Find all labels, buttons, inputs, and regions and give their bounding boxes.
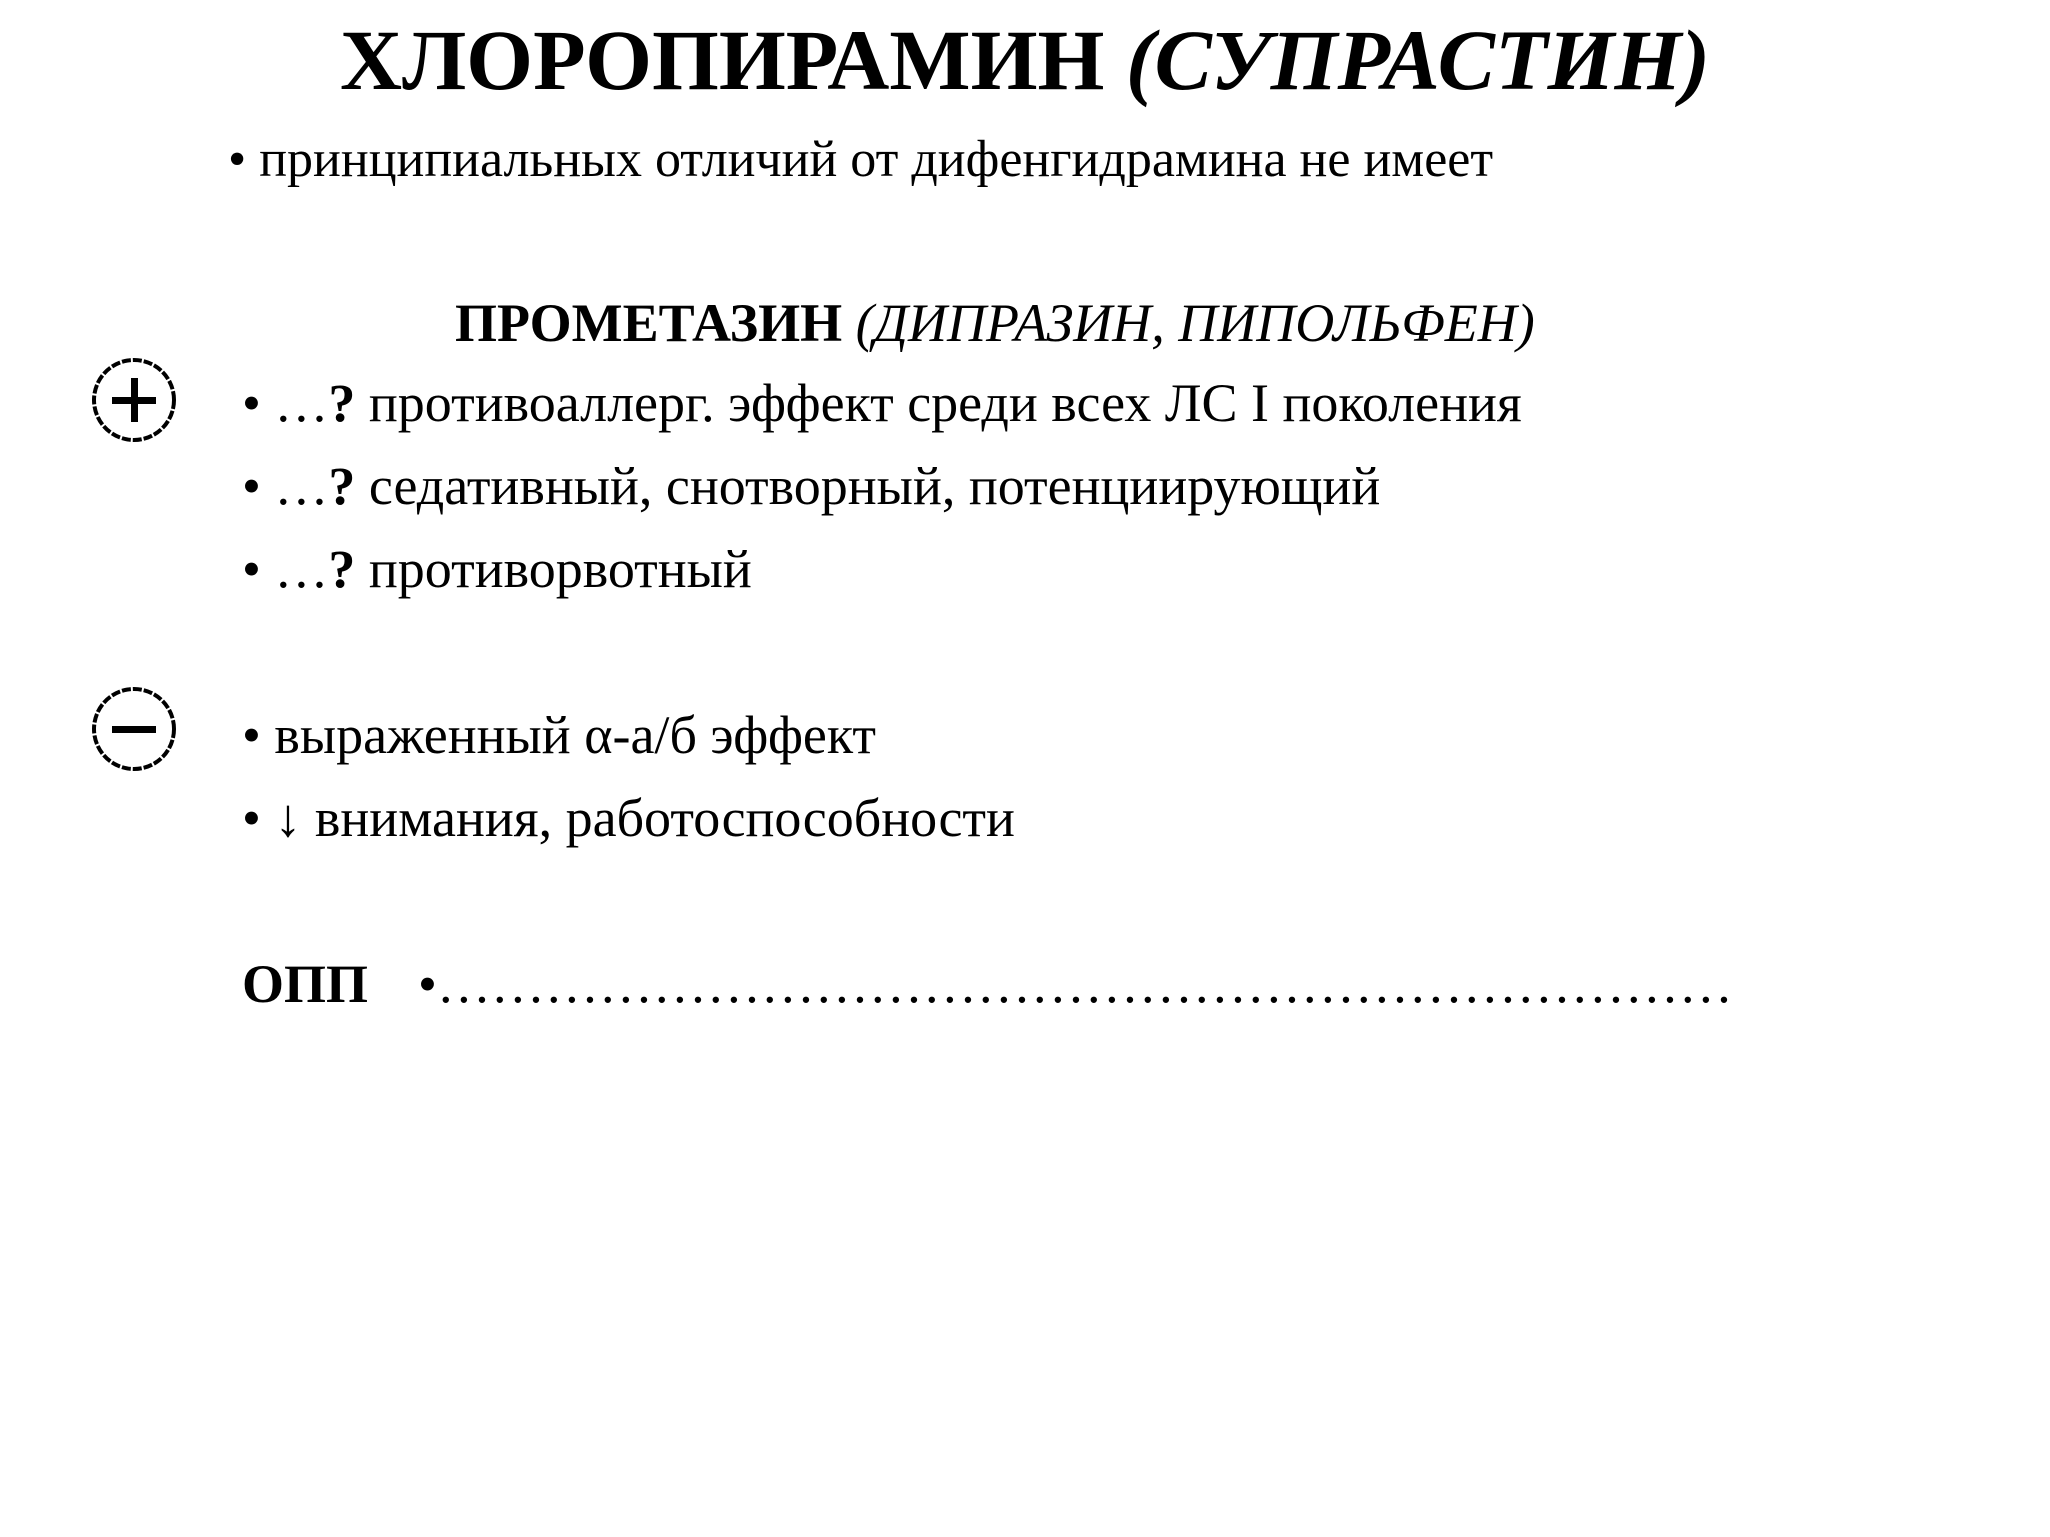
opp-label: ОПП [242, 954, 369, 1014]
section-subtitle [455, 290, 1535, 356]
opp-dots: •……………………………………………………………… [418, 954, 1733, 1014]
pros-item: • …? противоаллерг. эффект среди всех ЛС I поколения [242, 373, 1522, 433]
minus-circle-icon [90, 685, 178, 773]
title-alt: (СУПРАСТИН) [1125, 12, 1710, 108]
note-line: • принципиальных отличий от дифенгидрамина не имеет [228, 131, 1494, 188]
subtitle-alt: (ДИПРАЗИН, ПИПОЛЬФЕН) [855, 293, 1535, 353]
page-title [0, 10, 2050, 110]
cons-item: • ↓ внимания, работоспособности [242, 788, 1015, 848]
title-main: ХЛОРОПИРАМИН [339, 12, 1105, 108]
plus-circle-icon [90, 356, 178, 444]
cons-item: • выраженный α-а/б эффект [242, 705, 877, 765]
pros-item: • …? противорвотный [242, 539, 752, 599]
pros-item: • …? седативный, снотворный, потенциирующий [242, 456, 1381, 516]
subtitle-main: ПРОМЕТАЗИН [455, 293, 843, 353]
